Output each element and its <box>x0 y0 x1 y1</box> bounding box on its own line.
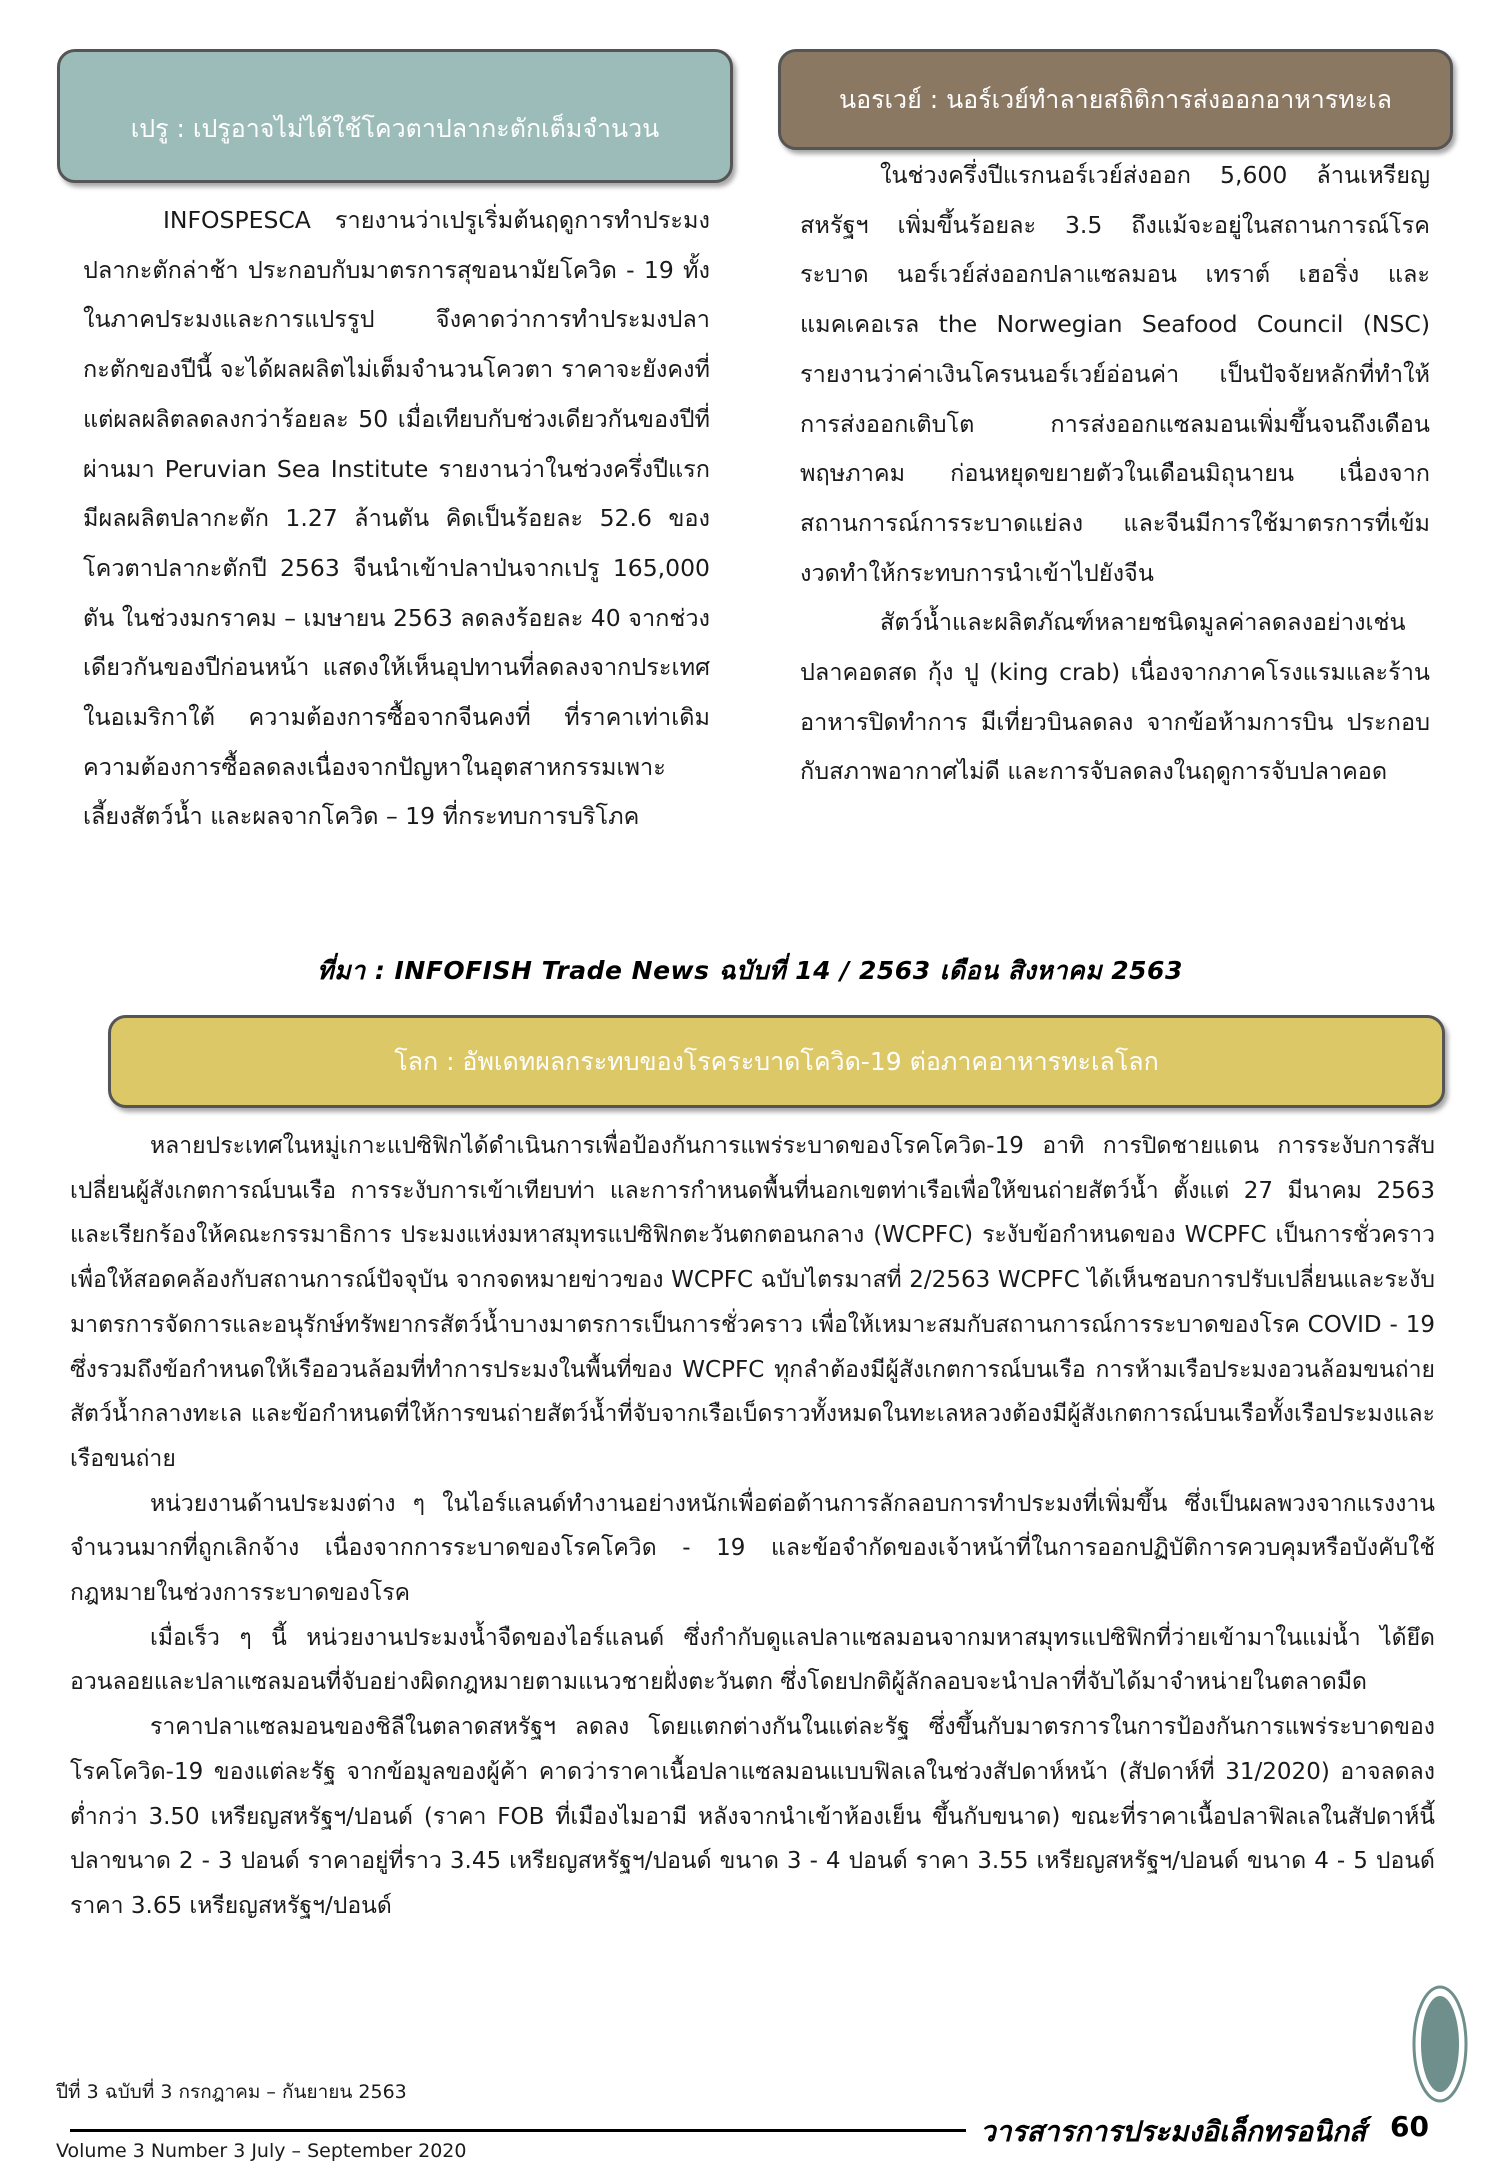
peru-article <box>83 196 710 842</box>
norway-article <box>800 151 1430 797</box>
footer-issue-thai: ปีที่ 3 ฉบับที่ 3 กรกฎาคม – กันยายน 2563 <box>56 2081 407 2103</box>
world-paragraph-4: ราคาปลาแซลมอนของชิลีในตลาดสหรัฐฯ ลดลง โดยแตกต่างกันในแต่ละรัฐ ซึ่งขึ้นกับมาตรการในการป้องกันการแพร่ระบาดของโรคโควิด-19 ของแต่ละรัฐ จากข้อมูลของผู้ค้า คาดว่าราคาเนื้อปลาแซลมอนแบบฟิลเลในช่วงสัปดาห์หน้า (สัปดาห์ที่ 31/2020) อาจลดลงต่ำกว่า 3.50 เหรียญสหรัฐฯ/ปอนด์ (ราคา FOB ที่เมืองไมอามี หลังจากนำเข้าห้องเย็น ขึ้นกับขนาด) ขณะที่ราคาเนื้อปลาฟิลเลในสัปดาห์นี้ ปลาขนาด 2 - 3 ปอนด์ ราคาอยู่ที่ราว 3.45 เหรียญสหรัฐฯ/ปอนด์ ขนาด 3 - 4 ปอนด์ ราคา 3.55 เหรียญสหรัฐฯ/ปอนด์ ขนาด 4 - 5 ปอนด์ ราคา 3.65 เหรียญสหรัฐฯ/ปอนด์ <box>70 1714 1435 1919</box>
world-heading-banner <box>108 1015 1445 1108</box>
norway-paragraph-1: ในช่วงครึ่งปีแรกนอร์เวย์ส่งออก 5,600 ล้านเหรียญสหรัฐฯ เพิ่มขึ้นร้อยละ 3.5 ถึงแม้จะอยู่ในสถานการณ์โรคระบาด นอร์เวย์ส่งออกปลาแซลมอน เทราต์ เฮอริ่ง และแมคเคอเรล the Norwegian Seafood Council (NSC) รายงานว่าค่าเงินโครนนอร์เวย์อ่อนค่า เป็นปัจจัยหลักที่ทำให้การส่งออกเติบโต การส่งออกแซลมอนเพิ่มขึ้นจนถึงเดือนพฤษภาคม ก่อนหยุดขยายตัวในเดือนมิถุนายน เนื่องจากสถานการณ์การระบาดแย่ลง และจีนมีการใช้มาตรการที่เข้มงวดทำให้กระทบการนำเข้าไปยังจีน <box>800 161 1430 587</box>
footer-volume-english: Volume 3 Number 3 July – September 2020 <box>56 2140 467 2162</box>
norway-heading: นอรเวย์ : นอร์เวย์ทำลายสถิติการส่งออกอาหารทะเล <box>838 84 1392 114</box>
norway-heading-banner <box>778 49 1453 150</box>
footer-rule <box>70 2129 966 2132</box>
world-paragraph-3: เมื่อเร็ว ๆ นี้ หน่วยงานประมงน้ำจืดของไอร์แลนด์ ซึ่งกำกับดูแลปลาแซลมอนจากมหาสมุทรแปซิฟิกที่ว่ายเข้ามาในแม่น้ำ ได้ยึดอวนลอยและปลาแซลมอนที่จับอย่างผิดกฎหมายตามแนวชายฝั่งตะวันตก ซึ่งโดยปกติผู้ลักลอบจะนำปลาที่จับได้มาจำหน่ายในตลาดมืด <box>70 1624 1435 1696</box>
footer-journal-title: วารสารการประมงอิเล็กทรอนิกส์ <box>980 2115 1367 2148</box>
peru-heading: เปรู : เปรูอาจไม่ได้ใช้โควตาปลากะตักเต็มจำนวน <box>130 114 660 143</box>
world-paragraph-1: หลายประเทศในหมู่เกาะแปซิฟิกได้ดำเนินการเพื่อป้องกันการแพร่ระบาดของโรคโควิด-19 อาทิ การปิดชายแดน การระงับการสับเปลี่ยนผู้สังเกตการณ์บนเรือ การระงับการเข้าเทียบท่า และการกำหนดพื้นที่นอกเขตท่าเรือเพื่อให้ขนถ่ายสัตว์น้ำ ตั้งแต่ 27 มีนาคม 2563 และเรียกร้องให้คณะกรรมาธิการ ประมงแห่งมหาสมุทรแปซิฟิกตะวันตกตอนกลาง (WCPFC) ระงับข้อกำหนดของ WCPFC เป็นการชั่วคราว เพื่อให้สอดคล้องกับสถานการณ์ปัจจุบัน จากจดหมายข่าวของ WCPFC ฉบับไตรมาสที่ 2/2563 WCPFC ได้เห็นชอบการปรับเปลี่ยนและระงับมาตรการจัดการและอนุรักษ์ทรัพยากรสัตว์น้ำบางมาตรการเป็นการชั่วคราว เพื่อให้เหมาะสมกับสถานการณ์การระบาดของโรค COVID - 19 ซึ่งรวมถึงข้อกำหนดให้เรืออวนล้อมที่ทำการประมงในพื้นที่ของ WCPFC ทุกลำต้องมีผู้สังเกตการณ์บนเรือ การห้ามเรือประมงอวนล้อมขนถ่ายสัตว์น้ำกลางทะเล และข้อกำหนดที่ให้การขนถ่ายสัตว์น้ำที่จับจากเรือเบ็ดราวทั้งหมดในทะเลหลวงต้องมีผู้สังเกตการณ์บนเรือทั้งเรือประมงและเรือขนถ่าย <box>70 1133 1435 1472</box>
source-citation: ที่มา : INFOFISH Trade News ฉบับที่ 14 / 2563 เดือน สิงหาคม 2563 <box>317 956 1183 985</box>
world-heading: โลก : อัพเดทผลกระทบของโรคระบาดโควิด-19 ต่อภาคอาหารทะเลโลก <box>394 1046 1159 1076</box>
world-paragraph-2: หน่วยงานด้านประมงต่าง ๆ ในไอร์แลนด์ทำงานอย่างหนักเพื่อต่อต้านการลักลอบการทำประมงที่เพิ่มขึ้น ซึ่งเป็นผลพวงจากแรงงานจำนวนมากที่ถูกเลิกจ้าง เนื่องจากการระบาดของโรคโควิด - 19 และข้อจำกัดของเจ้าหน้าที่ในการออกปฏิบัติการควบคุมหรือบังคับใช้กฎหมายในช่วงการระบาดของโรค <box>70 1490 1435 1607</box>
page-ornament-icon <box>1412 1984 1468 2104</box>
peru-paragraph: INFOSPESCA รายงานว่าเปรูเริ่มต้นฤดูการทำประมงปลากะตักล่าช้า ประกอบกับมาตรการสุขอนามัยโควิด - 19 ทั้งในภาคประมงและการแปรรูป จึงคาดว่าการทำประมงปลากะตักของปีนี้ จะได้ผลผลิตไม่เต็มจำนวนโควตา ราคาจะยังคงที่ แต่ผลผลิตลดลงกว่าร้อยละ 50 เมื่อเทียบกับช่วงเดียวกันของปีที่ผ่านมา Peruvian Sea Institute รายงานว่าในช่วงครึ่งปีแรก มีผลผลิตปลากะตัก 1.27 ล้านตัน คิดเป็นร้อยละ 52.6 ของโควตาปลากะตักปี 2563 จีนนำเข้าปลาป่นจากเปรู 165,000 ตัน ในช่วงมกราคม – เมษายน 2563 ลดลงร้อยละ 40 จากช่วงเดียวกันของปีก่อนหน้า แสดงให้เห็นอุปทานที่ลดลงจากประเทศในอเมริกาใต้ ความต้องการซื้อจากจีนคงที่ ที่ราคาเท่าเดิม ความต้องการซื้อลดลงเนื่องจากปัญหาในอุตสาหกรรมเพาะเลี้ยงสัตว์น้ำ และผลจากโควิด – 19 ที่กระทบการบริโภค <box>83 206 710 831</box>
page-number: 60 <box>1390 2110 1429 2143</box>
world-article <box>70 1124 1435 1929</box>
norway-paragraph-2: สัตว์น้ำและผลิตภัณฑ์หลายชนิดมูลค่าลดลงอย่างเช่น ปลาคอดสด กุ้ง ปู (king crab) เนื่องจากภาคโรงแรมและร้านอาหารปิดทำการ มีเที่ยวบินลดลง จากข้อห้ามการบิน ประกอบกับสภาพอากาศไม่ดี และการจับลดลงในฤดูการจับปลาคอด <box>800 608 1430 786</box>
peru-heading-banner <box>57 49 733 183</box>
